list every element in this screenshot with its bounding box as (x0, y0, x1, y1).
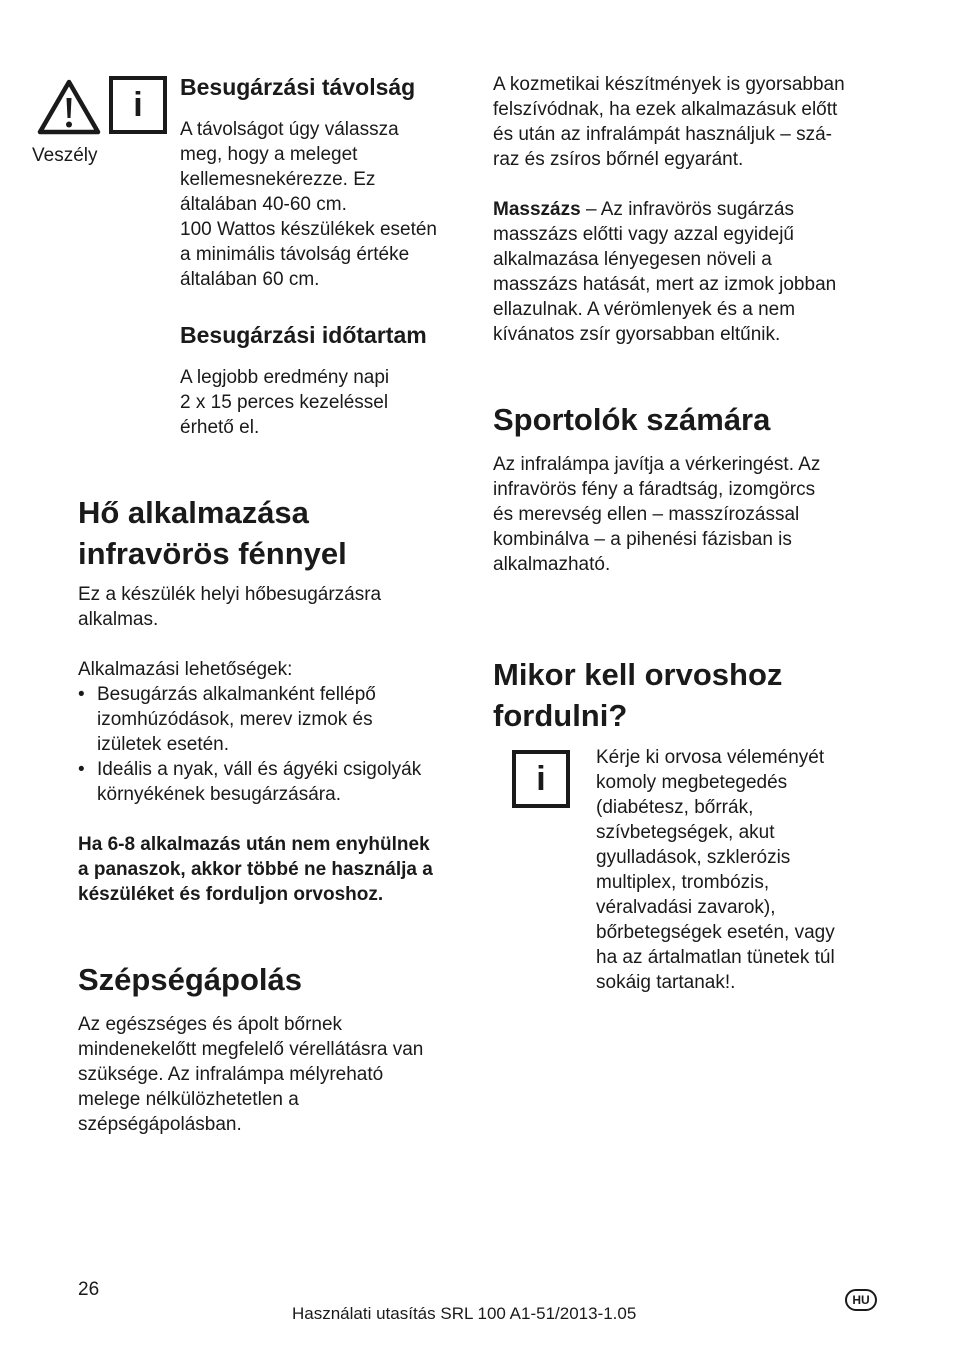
duration-heading: Besugárzási időtartam (180, 322, 427, 348)
info-icon: i (109, 76, 167, 134)
text-line: Kérje ki orvosa véleményét (596, 747, 825, 768)
massage-text (493, 197, 836, 347)
text-line: multiplex, trombózis, (596, 872, 770, 893)
text-line: kellemesnekérezze. Ez (180, 169, 376, 190)
text-line: szívbetegségek, akut (596, 822, 775, 843)
text-line: sokáig tartanak!. (596, 972, 736, 993)
beauty-text (78, 1012, 423, 1137)
text-line: • Besugárzás alkalmanként fellépő (97, 684, 376, 705)
text-line: 2 x 15 perces kezeléssel (180, 392, 389, 413)
text-line: Az infralámpa javítja a vérkeringést. Az (493, 454, 821, 475)
text-line: ha az ártalmatlan tünetek túl (596, 947, 835, 968)
text-line: A kozmetikai készítmények is gyorsabban (493, 74, 845, 95)
text-line: és merevség ellen – masszírozással (493, 504, 800, 525)
warning-triangle-icon (36, 78, 102, 136)
text-line: kívánatos zsír gyorsabban eltűnik. (493, 324, 781, 345)
text-line: alkalmas. (78, 609, 159, 630)
text-line: szépségápolásban. (78, 1114, 242, 1135)
doctor-text (596, 745, 835, 995)
duration-text (180, 365, 389, 440)
uses-list (78, 682, 468, 807)
text-line: A legjobb eredmény napi (180, 367, 390, 388)
text-line: infravörös fény a fáradtság, izomgörcs (493, 479, 816, 500)
text-line (493, 197, 836, 222)
text-line: a panaszok, akkor többé ne használja a (78, 859, 433, 880)
text-line: bőrbetegségek esetén, vagy (596, 922, 835, 943)
text-line: Ha 6-8 alkalmazás után nem enyhülnek (78, 834, 430, 855)
sport-text (493, 452, 820, 577)
sport-heading: Sportolók számára (493, 402, 771, 437)
heading-line: Mikor kell orvoshoz (493, 657, 783, 692)
language-badge: HU (845, 1289, 877, 1311)
text-line: masszázs hatását, mert az izmok jobban (493, 274, 837, 295)
info-icon: i (512, 750, 570, 808)
massage-first-line: – Az infravörös sugárzás (580, 199, 794, 220)
text-line: általában 40-60 cm. (180, 194, 347, 215)
text-line: Ez a készülék helyi hőbesugárzásra (78, 584, 382, 605)
text-line: melege nélkülözhetetlen a (78, 1089, 299, 1110)
text-line: alkalmazása lényegesen növeli a (493, 249, 772, 270)
cosmetics-text (493, 72, 845, 172)
uses-label: Alkalmazási lehetőségek: (78, 659, 293, 680)
heading-line: fordulni? (493, 698, 628, 733)
heading-line: Hő alkalmazása (78, 495, 309, 530)
text-line: meg, hogy a meleget (180, 144, 358, 165)
text-line: masszázs előtti vagy azzal egyidejű (493, 224, 794, 245)
text-line: szüksége. Az infralámpa mélyreható (78, 1064, 384, 1085)
heat-heading (78, 492, 347, 574)
list-item (78, 757, 468, 807)
text-line: izomhúzódások, merev izmok és (97, 709, 373, 730)
text-line: • Ideális a nyak, váll és ágyéki csigolyák (97, 759, 422, 780)
text-line: ellazulnak. A vérömlenyek és a nem (493, 299, 796, 320)
heat-intro (78, 582, 381, 632)
text-line: (diabétesz, bőrrák, (596, 797, 754, 818)
text-line: környékének besugárzására. (97, 784, 341, 805)
text-line: 100 Wattos készülékek esetén (180, 219, 437, 240)
warning-label: Veszély (32, 145, 98, 166)
text-line: komoly megbetegedés (596, 772, 788, 793)
text-line: felszívódnak, ha ezek alkalmazásuk előtt (493, 99, 838, 120)
heading-line: infravörös fénnyel (78, 536, 347, 571)
text-line: raz és zsíros bőrnél egyaránt. (493, 149, 744, 170)
text-line: A távolságot úgy válassza (180, 119, 399, 140)
beauty-heading: Szépségápolás (78, 962, 302, 997)
text-line: izületek esetén. (97, 734, 230, 755)
list-item (78, 682, 468, 757)
text-line: érhető el. (180, 417, 260, 438)
doctor-warning (78, 832, 433, 907)
distance-heading: Besugárzási távolság (180, 74, 416, 100)
text-line: mindenekelőtt megfelelő vérellátásra van (78, 1039, 424, 1060)
distance-text (180, 117, 437, 292)
text-line: Az egészséges és ápolt bőrnek (78, 1014, 343, 1035)
massage-bold-word: Masszázs (493, 199, 581, 220)
text-line: a minimális távolság értéke (180, 244, 410, 265)
page-number: 26 (78, 1279, 100, 1300)
text-line: kombinálva – a pihenési fázisban is (493, 529, 792, 550)
text-line: készüléket és forduljon orvoshoz. (78, 884, 384, 905)
manual-title: Használati utasítás SRL 100 A1-51/2013-1.05 (292, 1304, 637, 1323)
text-line: általában 60 cm. (180, 269, 320, 290)
text-line: és után az infralámpát használjuk – szá- (493, 124, 833, 145)
doctor-heading (493, 654, 782, 736)
text-line: alkalmazható. (493, 554, 611, 575)
text-line: gyulladások, szklerózis (596, 847, 791, 868)
text-line: véralvadási zavarok), (596, 897, 776, 918)
